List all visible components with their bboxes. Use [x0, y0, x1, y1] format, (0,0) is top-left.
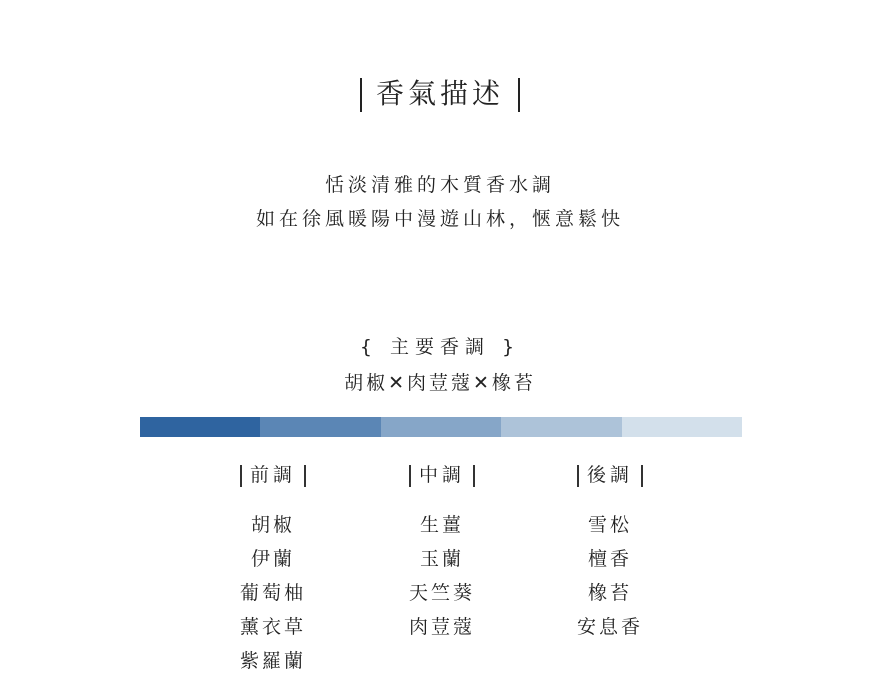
main-notes-label: { 主要香調 } [359, 336, 521, 358]
top-notes-list [203, 508, 343, 678]
list-item: 安息香 [576, 616, 643, 638]
section-title [0, 72, 880, 112]
top-notes-right-divider [304, 465, 306, 487]
description-line-1: 恬淡清雅的木質香水調 [324, 174, 555, 196]
base-notes-list [540, 508, 680, 644]
list-item: 薰衣草 [239, 616, 306, 638]
list-item: 檀香 [587, 548, 632, 570]
middle-notes-column [372, 460, 512, 644]
main-notes-value: 胡椒✕肉荳蔻✕橡苔 [344, 372, 536, 394]
base-notes-right-divider [641, 465, 643, 487]
middle-notes-right-divider [473, 465, 475, 487]
color-segment-3 [381, 417, 501, 437]
color-segment-4 [501, 417, 621, 437]
list-item: 紫羅蘭 [239, 650, 306, 672]
top-notes-label: 前調 [249, 464, 296, 486]
list-item: 胡椒 [250, 514, 295, 536]
list-item: 肉荳蔻 [408, 616, 475, 638]
list-item: 伊蘭 [250, 548, 295, 570]
title-right-divider [518, 78, 520, 112]
middle-notes-label: 中調 [418, 464, 465, 486]
base-notes-left-divider [577, 465, 579, 487]
list-item: 雪松 [587, 514, 632, 536]
list-item: 生薑 [419, 514, 464, 536]
color-segment-1 [140, 417, 260, 437]
color-gradient-strip [140, 417, 742, 437]
middle-notes-left-divider [409, 465, 411, 487]
top-notes-column [203, 460, 343, 678]
title-text: 香氣描述 [375, 77, 504, 110]
list-item: 玉蘭 [419, 548, 464, 570]
description-line-2: 如在徐風暖陽中漫遊山林，愜意鬆快 [255, 208, 624, 230]
base-notes-header [540, 460, 680, 490]
list-item: 天竺葵 [408, 582, 475, 604]
middle-notes-header [372, 460, 512, 490]
color-segment-2 [260, 417, 380, 437]
base-notes-column [540, 460, 680, 644]
top-notes-header [203, 460, 343, 490]
top-notes-left-divider [240, 465, 242, 487]
list-item: 葡萄柚 [239, 582, 306, 604]
middle-notes-list [372, 508, 512, 644]
base-notes-label: 後調 [586, 464, 633, 486]
title-left-divider [360, 78, 362, 112]
list-item: 橡苔 [587, 582, 632, 604]
color-segment-5 [622, 417, 742, 437]
